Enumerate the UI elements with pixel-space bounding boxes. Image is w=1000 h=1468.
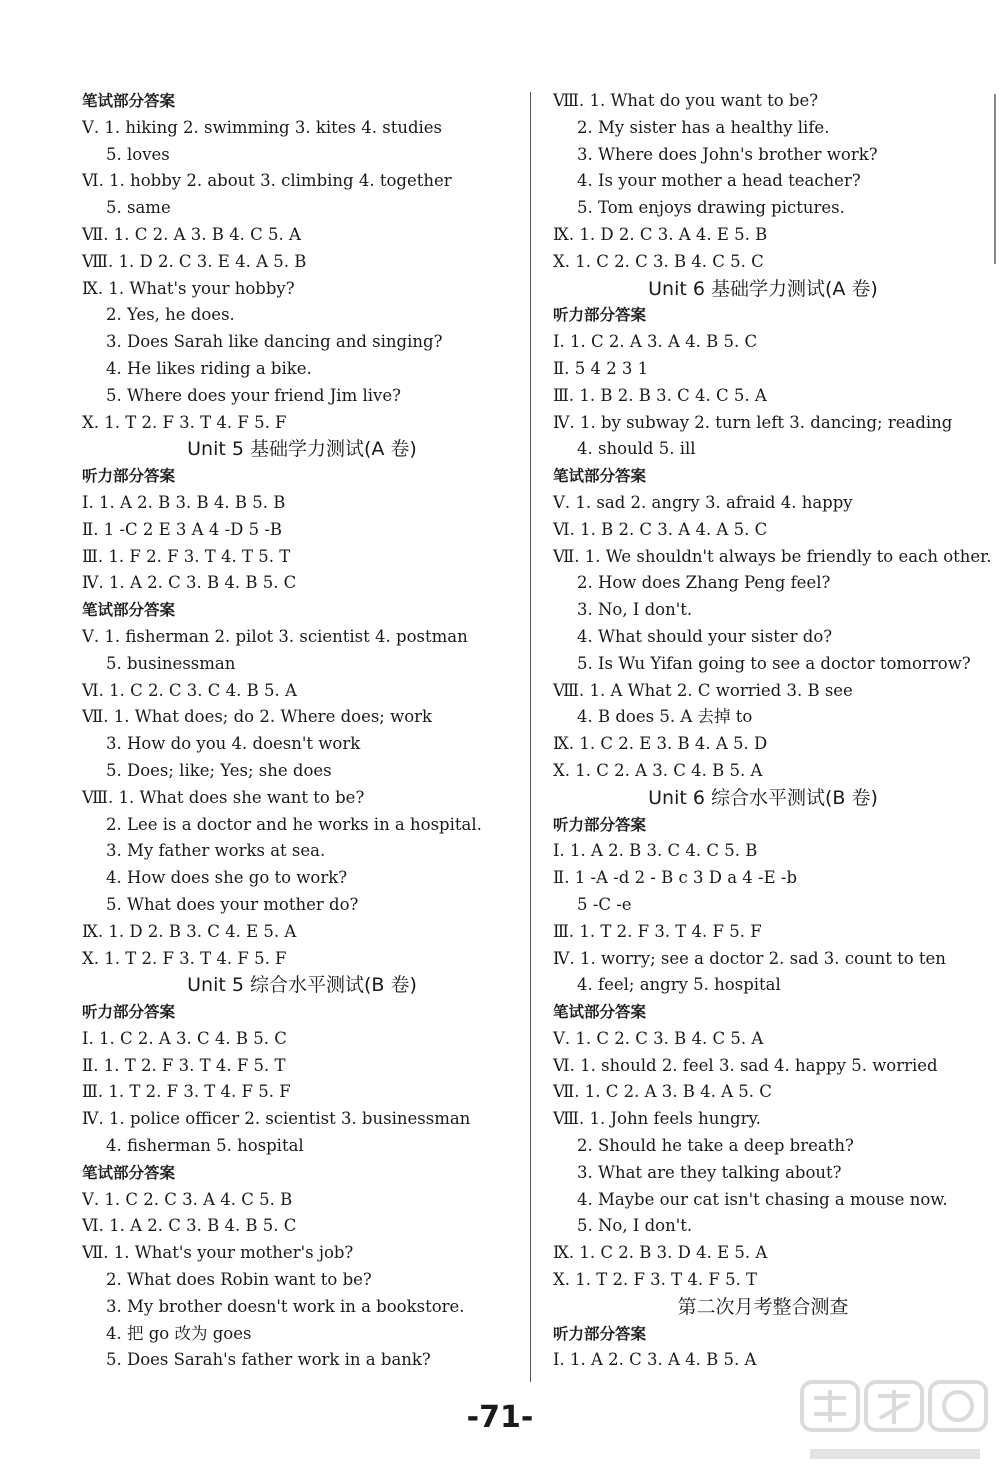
answer-line: Ⅲ. 1. T 2. F 3. T 4. F 5. F — [553, 921, 762, 941]
section-heading: 笔试部分答案 — [553, 1003, 647, 1022]
answer-line: Ⅸ. 1. What's your hobby? — [82, 278, 295, 298]
answer-line: Ⅳ. 1. A 2. C 3. B 4. B 5. C — [82, 573, 297, 593]
answer-line-indented: 4. Is your mother a head teacher? — [577, 171, 861, 191]
answer-line: Ⅰ. 1. C 2. A 3. C 4. B 5. C — [82, 1028, 287, 1048]
answer-line-indented: 2. Lee is a doctor and he works in a hospital. — [106, 814, 482, 834]
left-column — [82, 88, 522, 1374]
answer-line: Ⅶ. 1. What's your mother's job? — [82, 1243, 354, 1263]
answer-line: Ⅰ. 1. A 2. B 3. C 4. C 5. B — [553, 841, 758, 861]
answer-line: Ⅸ. 1. D 2. C 3. A 4. E 5. B — [553, 224, 768, 244]
answer-line: Ⅶ. 1. C 2. A 3. B 4. C 5. A — [82, 224, 301, 244]
answer-line: Ⅶ. 1. What does; do 2. Where does; work — [82, 707, 433, 727]
test-title: Unit 5 基础学力测试(A 卷) — [187, 438, 417, 461]
answer-line-indented: 4. What should your sister do? — [577, 626, 833, 646]
answer-line-indented: 5. loves — [106, 144, 170, 164]
answer-line-indented: 3. Where does John's brother work? — [577, 144, 878, 164]
answer-line: Ⅴ. 1. fisherman 2. pilot 3. scientist 4. postman — [82, 626, 468, 646]
answer-line: Ⅸ. 1. D 2. B 3. C 4. E 5. A — [82, 921, 297, 941]
answer-line-indented: 5. What does your mother do? — [106, 894, 359, 914]
answer-line-indented: 3. How do you 4. doesn't work — [106, 734, 361, 754]
answer-line-indented: 4. B does 5. A 去掉 to — [577, 707, 753, 727]
answer-line-indented: 2. How does Zhang Peng feel? — [577, 573, 831, 593]
answer-line: Ⅱ. 1 -C 2 E 3 A 4 -D 5 -B — [82, 519, 283, 539]
answer-line-indented: 2. What does Robin want to be? — [106, 1270, 372, 1290]
answer-line-indented: 5 -C -e — [577, 894, 632, 914]
answer-line: Ⅲ. 1. T 2. F 3. T 4. F 5. F — [82, 1082, 291, 1102]
answer-line: Ⅴ. 1. hiking 2. swimming 3. kites 4. studies — [82, 117, 443, 137]
answer-line: Ⅷ. 1. John feels hungry. — [553, 1109, 761, 1129]
answer-line-indented: 4. fisherman 5. hospital — [106, 1136, 304, 1156]
answer-line: Ⅵ. 1. B 2. C 3. A 4. A 5. C — [553, 519, 768, 539]
answer-line-indented: 3. Does Sarah like dancing and singing? — [106, 332, 443, 352]
answer-line-indented: 2. Should he take a deep breath? — [577, 1136, 854, 1156]
answer-line: Ⅳ. 1. police officer 2. scientist 3. businessman — [82, 1109, 471, 1129]
answer-line: Ⅲ. 1. B 2. B 3. C 4. C 5. A — [553, 385, 767, 405]
answer-line-indented: 4. should 5. ill — [577, 439, 696, 459]
section-heading: 听力部分答案 — [82, 1003, 176, 1022]
answer-line-indented: 5. Where does your friend Jim live? — [106, 385, 401, 405]
section-heading: 听力部分答案 — [553, 815, 647, 834]
answer-line: Ⅱ. 5 4 2 3 1 — [553, 358, 649, 378]
watermark-logo — [800, 1378, 990, 1464]
answer-line: Ⅰ. 1. A 2. B 3. B 4. B 5. B — [82, 492, 286, 512]
answer-line-indented: 4. He likes riding a bike. — [106, 358, 312, 378]
answer-line: Ⅵ. 1. hobby 2. about 3. climbing 4. together — [82, 171, 452, 191]
answer-line: Ⅳ. 1. by subway 2. turn left 3. dancing; reading — [553, 412, 953, 432]
answer-line: Ⅹ. 1. C 2. A 3. C 4. B 5. A — [553, 760, 763, 780]
answer-line: Ⅸ. 1. C 2. E 3. B 4. A 5. D — [553, 734, 768, 754]
test-title: Unit 6 基础学力测试(A 卷) — [648, 277, 878, 300]
answer-line-indented: 5. same — [106, 198, 171, 218]
answer-line-indented: 3. My father works at sea. — [106, 841, 326, 861]
answer-line: Ⅹ. 1. C 2. C 3. B 4. C 5. C — [553, 251, 764, 271]
answer-line-indented: 2. My sister has a healthy life. — [577, 117, 830, 137]
section-heading: 听力部分答案 — [553, 306, 647, 325]
test-title: Unit 6 综合水平测试(B 卷) — [648, 786, 878, 809]
section-heading: 听力部分答案 — [82, 467, 176, 486]
answer-line: Ⅱ. 1. T 2. F 3. T 4. F 5. T — [82, 1055, 286, 1075]
answer-line: Ⅰ. 1. C 2. A 3. A 4. B 5. C — [553, 332, 758, 352]
answer-line: Ⅹ. 1. T 2. F 3. T 4. F 5. F — [82, 948, 287, 968]
answer-line-indented: 5. No, I don't. — [577, 1216, 693, 1236]
answer-line-indented: 5. Tom enjoys drawing pictures. — [577, 198, 845, 218]
answer-line-indented: 5. Does Sarah's father work in a bank? — [106, 1350, 431, 1370]
answer-line: Ⅰ. 1. A 2. C 3. A 4. B 5. A — [553, 1350, 757, 1370]
section-heading: 笔试部分答案 — [553, 467, 647, 486]
answer-line: Ⅹ. 1. T 2. F 3. T 4. F 5. T — [553, 1270, 758, 1290]
answer-line: Ⅷ. 1. What do you want to be? — [553, 91, 819, 110]
answer-line-indented: 4. feel; angry 5. hospital — [577, 975, 781, 995]
right-column — [553, 88, 992, 1374]
answer-line-indented: 3. What are they talking about? — [577, 1162, 842, 1182]
answer-line-indented: 5. Does; like; Yes; she does — [106, 760, 332, 780]
section-heading: 笔试部分答案 — [82, 601, 176, 620]
answer-line-indented: 2. Yes, he does. — [106, 305, 235, 325]
answer-line: Ⅸ. 1. C 2. B 3. D 4. E 5. A — [553, 1243, 768, 1263]
answer-line: Ⅲ. 1. F 2. F 3. T 4. T 5. T — [82, 546, 291, 566]
answer-line: Ⅷ. 1. What does she want to be? — [82, 787, 365, 807]
answer-line-indented: 4. 把 go 改为 goes — [106, 1323, 252, 1343]
test-title: Unit 5 综合水平测试(B 卷) — [187, 974, 417, 997]
answer-line-indented: 5. Is Wu Yifan going to see a doctor tomorrow? — [577, 653, 971, 673]
answer-line: Ⅹ. 1. T 2. F 3. T 4. F 5. F — [82, 412, 287, 432]
column-divider — [530, 92, 531, 1382]
answer-line: Ⅵ. 1. should 2. feel 3. sad 4. happy 5. worried — [553, 1055, 938, 1075]
answer-line: Ⅳ. 1. worry; see a doctor 2. sad 3. count to ten — [553, 948, 946, 968]
section-heading: 笔试部分答案 — [82, 1163, 176, 1182]
answer-line: Ⅵ. 1. C 2. C 3. C 4. B 5. A — [82, 680, 297, 700]
test-title: 第二次月考整合测查 — [677, 1295, 849, 1318]
answer-line: Ⅴ. 1. sad 2. angry 3. afraid 4. happy — [553, 492, 853, 512]
answer-line: Ⅶ. 1. We shouldn't always be friendly to each other. — [553, 546, 992, 566]
answer-line: Ⅷ. 1. A What 2. C worried 3. B see — [553, 680, 853, 700]
answer-line-indented: 4. Maybe our cat isn't chasing a mouse now. — [577, 1189, 948, 1209]
answer-line: Ⅵ. 1. A 2. C 3. B 4. B 5. C — [82, 1216, 297, 1236]
answer-line-indented: 3. My brother doesn't work in a bookstore. — [106, 1296, 465, 1316]
section-heading: 笔试部分答案 — [82, 92, 176, 110]
answer-line: Ⅴ. 1. C 2. C 3. A 4. C 5. B — [82, 1189, 293, 1209]
section-heading: 听力部分答案 — [553, 1324, 647, 1343]
page-edge-mark — [994, 94, 996, 264]
answer-line: Ⅶ. 1. C 2. A 3. B 4. A 5. C — [553, 1082, 772, 1102]
answer-line-indented: 5. businessman — [106, 653, 236, 673]
answer-line: Ⅷ. 1. D 2. C 3. E 4. A 5. B — [82, 251, 307, 271]
page-number: -71- — [466, 1400, 534, 1435]
answer-line-indented: 4. How does she go to work? — [106, 868, 348, 888]
answer-line: Ⅴ. 1. C 2. C 3. B 4. C 5. A — [553, 1028, 764, 1048]
answer-line: Ⅱ. 1 -A -d 2 - B c 3 D a 4 -E -b — [553, 868, 798, 888]
answer-line-indented: 3. No, I don't. — [577, 600, 693, 620]
